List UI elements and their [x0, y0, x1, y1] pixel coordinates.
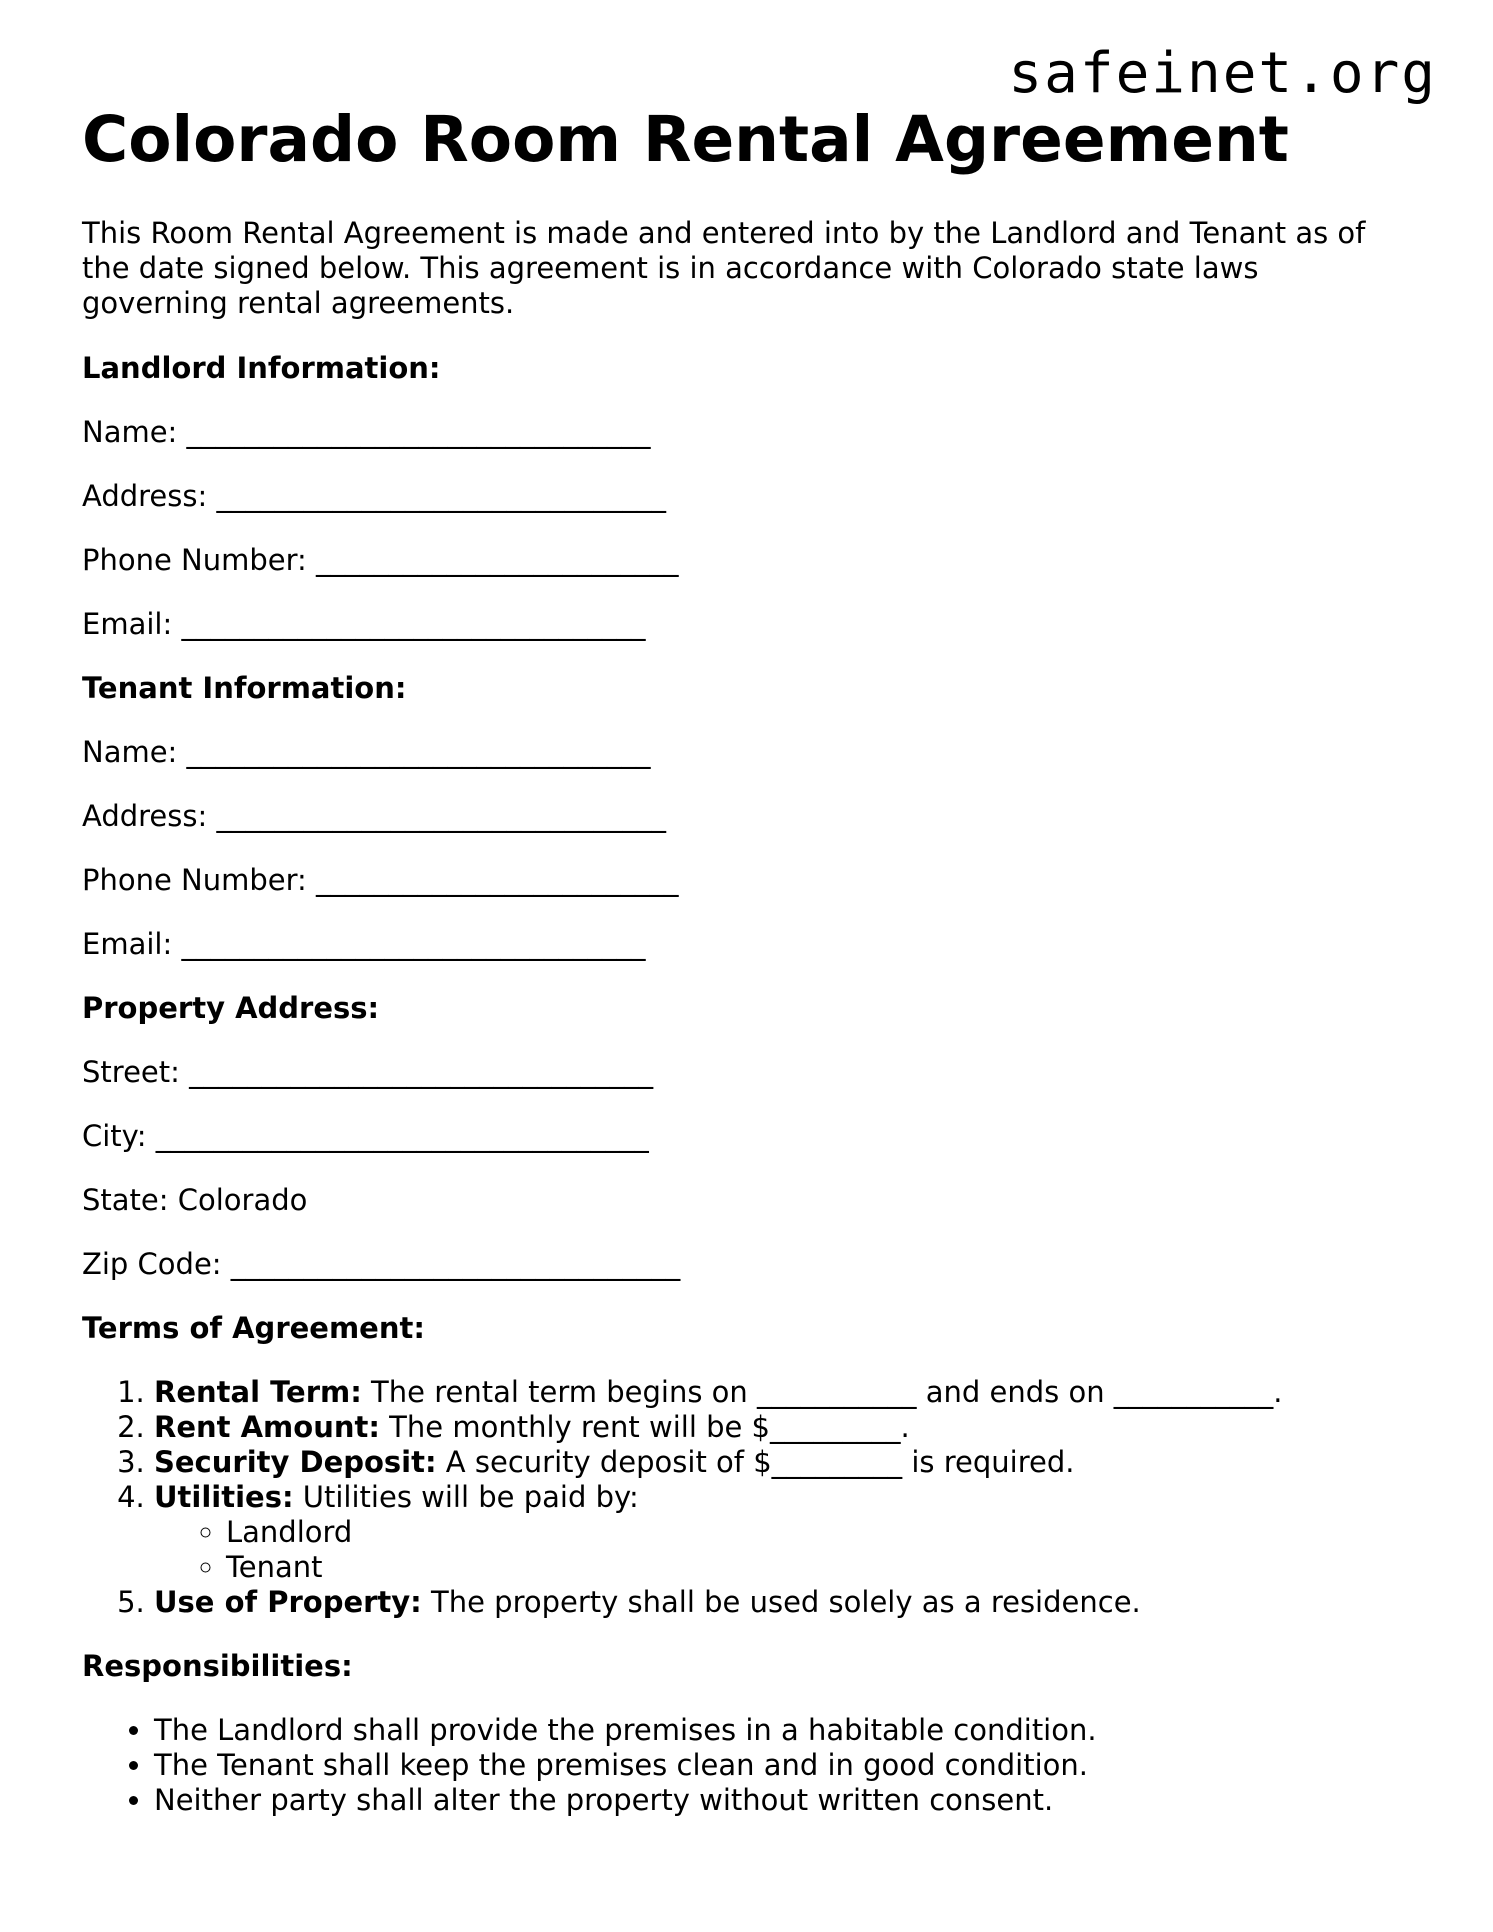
utility-option: ◦ Landlord: [226, 1515, 1422, 1550]
term-label: Utilities:: [154, 1480, 294, 1514]
tenant-name-field: Name: ________________________________: [82, 735, 651, 769]
list-item: [154, 1410, 1422, 1445]
property-heading: Property Address:: [82, 991, 380, 1025]
term-label: Rent Amount:: [154, 1410, 380, 1444]
term-label: Use of Property:: [154, 1585, 422, 1619]
tenant-email-field: Email: ________________________________: [82, 927, 646, 961]
term-text: A security deposit of $_________ is required.: [436, 1445, 1075, 1479]
term-text: The rental term begins on ___________ and ends on ___________.: [361, 1375, 1283, 1409]
property-zip-field: Zip Code: _______________________________: [82, 1247, 681, 1281]
terms-heading: Terms of Agreement:: [82, 1311, 425, 1345]
property-state-field: State: Colorado: [82, 1183, 308, 1217]
list-item: • The Tenant shall keep the premises clean and in good condition.: [154, 1748, 1422, 1783]
watermark: safeinet.org: [1008, 41, 1437, 106]
term-text: Utilities will be paid by:: [293, 1480, 639, 1514]
tenant-phone-field: Phone Number: _________________________: [82, 863, 679, 897]
landlord-heading: Landlord Information:: [82, 351, 441, 385]
list-item: [154, 1480, 1422, 1585]
landlord-name-field: Name: ________________________________: [82, 415, 651, 449]
landlord-phone-field: Phone Number: _________________________: [82, 543, 679, 577]
responsibilities-heading: Responsibilities:: [82, 1649, 353, 1683]
document-title: Colorado Room Rental Agreement: [82, 103, 1289, 176]
utilities-options: [154, 1515, 1422, 1585]
term-label: Security Deposit:: [154, 1445, 437, 1479]
tenant-address-field: Address: _______________________________: [82, 799, 666, 833]
list-item: • Neither party shall alter the property without written consent.: [154, 1783, 1422, 1818]
landlord-email-field: Email: ________________________________: [82, 607, 646, 641]
property-city-field: City: __________________________________: [82, 1119, 649, 1153]
list-item: [154, 1445, 1422, 1480]
list-item: • The Landlord shall provide the premises in a habitable condition.: [154, 1713, 1422, 1748]
list-item: [154, 1585, 1422, 1620]
property-street-field: Street: ________________________________: [82, 1055, 654, 1089]
responsibilities-list: [82, 1713, 1422, 1818]
term-text: The property shall be used solely as a residence.: [421, 1585, 1141, 1619]
terms-list: [82, 1375, 1422, 1620]
tenant-heading: Tenant Information:: [82, 671, 407, 705]
term-text: The monthly rent will be $_________.: [379, 1410, 910, 1444]
document-page: [82, 100, 1422, 1818]
utility-option: ◦ Tenant: [226, 1550, 1422, 1585]
landlord-address-field: Address: _______________________________: [82, 479, 666, 513]
intro-paragraph: This Room Rental Agreement is made and entered into by the Landlord and Tenant as of the date signed below. This agreement is in accordance with Colorado state laws governing rental agreements.: [82, 216, 1366, 320]
term-label: Rental Term:: [154, 1375, 362, 1409]
list-item: [154, 1375, 1422, 1410]
